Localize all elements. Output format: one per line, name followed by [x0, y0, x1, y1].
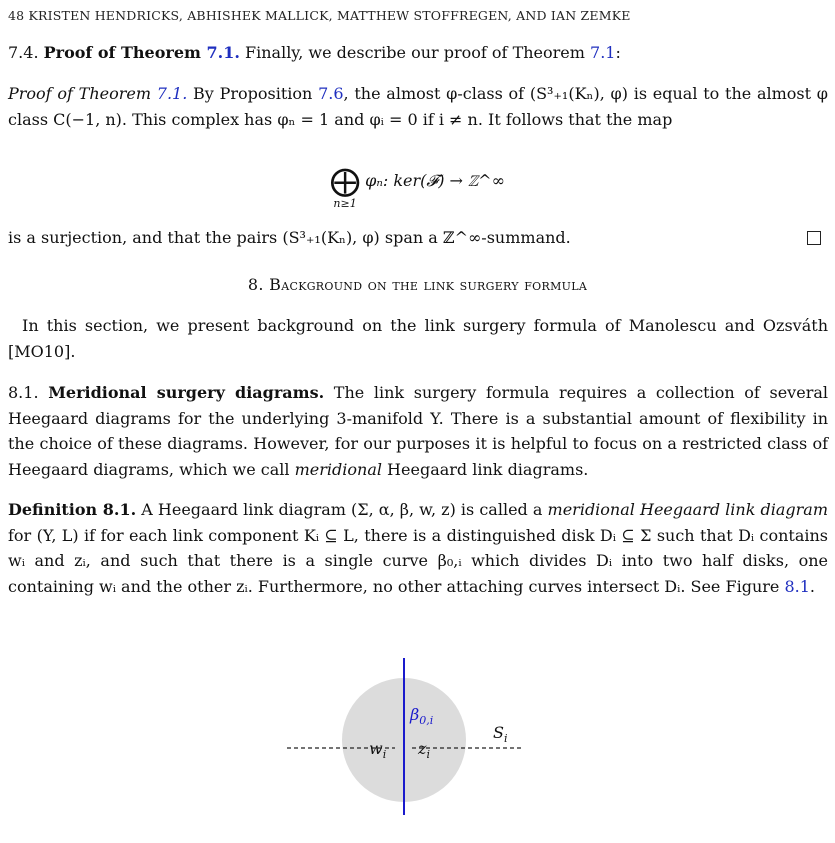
proposition-link[interactable]: 7.6	[318, 84, 344, 103]
proof-theorem-link[interactable]: 7.1.	[156, 84, 188, 103]
section-8-title: 8. Background on the link surgery formula	[247, 275, 588, 294]
s-label: $S_i$	[493, 723, 508, 745]
section-title: Proof of Theorem 7.1.	[43, 43, 240, 62]
definition-term: meridional Heegaard link diagram	[547, 500, 829, 519]
subsection-title: Meridional surgery diagrams.	[48, 383, 325, 402]
theorem-link-2[interactable]: 7.1	[590, 43, 616, 62]
section-number: 7.4.	[8, 43, 39, 62]
subsection-8-1: 8.1. Meridional surgery diagrams. The link surgery formula requires a collection of several Heegaard diagrams for the underlying 3-manifold Y. There is a substantial amount of flexibility in the choice of these diagrams. However, for our purposes it is helpful to focus on a restricted class of Heegaard diagrams, which we call meridional Heegaard link diagrams.	[8, 383, 828, 479]
subsection-number: 8.1.	[8, 383, 39, 402]
running-head: 48 KRISTEN HENDRICKS, ABHISHEK MALLICK, MATTHEW STOFFREGEN, AND IAN ZEMKE	[8, 8, 631, 23]
figure-link[interactable]: 8.1	[784, 576, 810, 596]
emphasis-meridional: meridional	[294, 459, 382, 479]
section-7-4: 7.4. Proof of Theorem 7.1. Finally, we describe our proof of Theorem 7.1:	[8, 43, 621, 62]
proof-label: Proof of Theorem 7.1.	[8, 84, 188, 103]
definition-label: Definition 8.1.	[8, 500, 137, 519]
proof-paragraph: Proof of Theorem 7.1. By Proposition 7.6, the almost φ-class of (S³₊₁(Kₙ), φ) is equal to the almost φ class C(−1, n). This complex has φₙ = 1 and φᵢ = 0 if i ≠ n. It follows that the map	[8, 84, 829, 129]
direct-sum-symbol: ⨁	[330, 164, 361, 199]
w-label: $w_i$	[369, 739, 387, 761]
direct-sum-subscript: n≥1	[333, 197, 357, 210]
z-label: $z_i$	[418, 739, 430, 761]
section-8-intro: In this section, we present background on the link surgery formula of Manolescu and Ozsváth [MO10].	[8, 316, 828, 361]
beta-label: $\beta_{0,i}$	[410, 705, 434, 727]
proof-conclusion: is a surjection, and that the pairs (S³₊₁(Kₙ), φ) span a ℤ^∞-summand.	[8, 228, 571, 247]
theorem-link[interactable]: 7.1.	[206, 43, 240, 62]
equation-body: φₙ: ker(𝓕) → ℤ^∞	[365, 170, 505, 190]
definition-8-1: Definition 8.1. A Heegaard link diagram (Σ, α, β, w, z) is called a meridional Heegaard link diagram for (Y, L) if for each link component Kᵢ ⊆ L, there is a distinguished disk Dᵢ ⊆ Σ such that Dᵢ contains wᵢ and zᵢ, and such that there is a single curve β₀,ᵢ which divides Dᵢ into two half disks, one containing wᵢ and the other zᵢ. Furthermore, no other attaching curves intersect Dᵢ. See Figure 8.1.	[8, 500, 829, 596]
